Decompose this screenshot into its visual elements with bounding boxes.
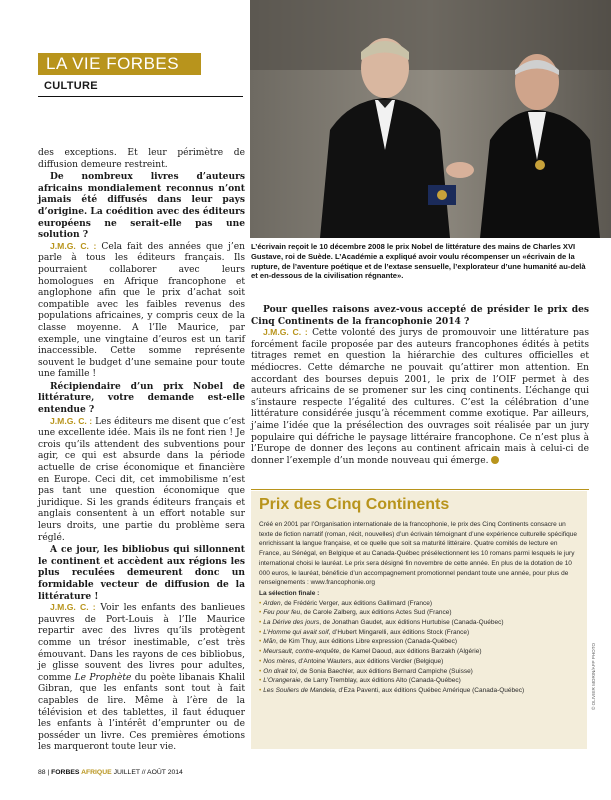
bullet-mark: •	[259, 686, 262, 694]
section-banner	[38, 53, 201, 75]
answer-3-text-part2: du poète libanais Khalil Gibran, que les enfants sont tout à fait capables de lire. Même à l’ère de la télévision et des tablettes, il faut éduquer les enfants à l’intérêt d’emprunter ou de posséder un livre. Ces premières émotions les marqueront toute leur vie.	[38, 672, 245, 753]
question-2: Récipiendaire d’un prix Nobel de littérature, votre demande est-elle entendue ?	[38, 380, 245, 416]
selection-details: , d’Eza Paventi, aux éditions Québec Amérique (Canada-Québec)	[334, 686, 525, 694]
selection-title: L’Homme qui avait soif	[263, 628, 329, 636]
selection-title: Meursault, contre-enquête	[263, 648, 340, 656]
selection-title: Nos mères	[263, 657, 295, 665]
selection-details: , de Sonia Baechler, aux éditions Bernard Campiche (Suisse)	[296, 667, 473, 675]
selection-details: , de Larry Tremblay, aux éditions Alto (Canada-Québec)	[300, 677, 461, 685]
selection-item	[259, 657, 581, 667]
bullet-mark: •	[259, 609, 262, 617]
speaker-label: J.M.G. C. :	[263, 327, 308, 338]
subsection-title: CULTURE	[44, 80, 98, 92]
selection-list	[259, 599, 581, 696]
selection-title: Les Souliers de Mandela	[263, 686, 335, 694]
page-number: 88	[38, 769, 46, 776]
box-title: Prix des Cinq Continents	[259, 496, 450, 513]
bullet-mark: •	[259, 677, 262, 685]
selection-details: , d’Antoine Wauters, aux éditions Verdier (Belgique)	[294, 657, 444, 665]
brand-name: FORBES	[51, 769, 80, 776]
selection-item	[259, 628, 581, 638]
selection-details: , de Frédéric Verger, aux éditions Gallimard (France)	[280, 599, 433, 607]
selection-title: Mãn	[263, 638, 276, 646]
book-title: Le Prophète	[74, 672, 132, 683]
answer-4	[251, 327, 589, 467]
end-mark: F	[491, 456, 499, 464]
answer-1-text: Cela fait des années que j’en parle à tous les éditeurs français. Ils pourraient collaborer avec leurs homologues en Afrique francophone et anglophone afin que le prix d’achat soit compatible avec les faibles revenus des populations africaines, y compris ceux de la classe moyenne. A l’Ile Maurice, par exemple, une vingtaine d’euros est un tarif inaccessible. Cette somme représente souvent le budget d’une semaine pour toute une famille !	[38, 241, 245, 380]
ceremony-photo	[250, 0, 611, 238]
selection-details: , de Carole Zalberg, aux éditions Actes Sud (France)	[300, 609, 452, 617]
bullet-mark: •	[259, 628, 262, 636]
footer-brand	[51, 769, 112, 776]
answer-3	[38, 602, 245, 754]
selection-item	[259, 676, 581, 686]
photo-caption	[251, 242, 589, 281]
selection-item	[259, 637, 581, 647]
issue-date: JUILLET // AOÛT 2014	[113, 769, 183, 776]
left-column	[38, 148, 245, 754]
selection-details: , d’Hubert Mingarelli, aux éditions Stock (France)	[328, 628, 470, 636]
selection-details: , de Kim Thuy, aux éditions Libre expression (Canada-Québec)	[275, 638, 458, 646]
question-3: A ce jour, les bibliobus qui sillonnent le continent et accèdent aux régions les plus reculées demeurent donc un formidable vecteur de diffusion de la littérature !	[38, 544, 245, 602]
question-1: De nombreux livres d’auteurs africains mondialement reconnus n’ont jamais été diffusés dans leur pays d’origine. La coédition avec des éditeurs européens ne serait-elle pas une solution ?	[38, 171, 245, 241]
speaker-label: J.M.G. C. :	[50, 415, 93, 426]
answer-2-text: Les éditeurs me disent que c’est une excellente idée. Mais ils ne font rien ! Je crois qu’ils attendent des subventions pour agir, ce qui est absurde dans la période actuelle de crise économique et financière en Europe. Ceci dit, cet immobilisme n’est pas tant une question économique que juridique. Si les grands éditeurs français et anglais consentent à un effort notable sur leurs droits, une partie du problème sera réglé.	[38, 416, 245, 543]
selection-title: Feu pour feu	[263, 609, 301, 617]
footer-separator: |	[47, 769, 50, 776]
selection-item	[259, 686, 581, 696]
bullet-mark: •	[259, 648, 262, 656]
selection-item	[259, 667, 581, 677]
section-title: LA VIE FORBES	[46, 54, 180, 73]
box-rule	[251, 489, 589, 490]
page-footer	[38, 769, 183, 776]
selection-item	[259, 618, 581, 628]
bullet-mark: •	[259, 619, 262, 627]
caption-text: L’écrivain reçoit le 10 décembre 2008 le prix Nobel de littérature des mains de Charles XVI Gustave, roi de Suède. L’Académie a expliqué avoir voulu récompenser un «écrivain de la rupture, de l’aventure poétique et de l’extase sensuelle, l’explorateur d’une humanité au-delà et en-dessous de la civilisation régnante».	[251, 242, 586, 281]
selection-title: L’Orangeraie	[263, 677, 301, 685]
bullet-mark: •	[259, 638, 262, 646]
answer-1	[38, 241, 245, 381]
right-column	[251, 304, 589, 467]
bullet-mark: •	[259, 667, 262, 675]
bullet-mark: •	[259, 657, 262, 665]
speaker-label: J.M.G. C. :	[50, 602, 96, 613]
selection-title: On dirait toi	[263, 667, 297, 675]
answer-2	[38, 416, 245, 545]
selection-details: , de Jonathan Gaudet, aux éditions Hurtubise (Canada-Québec)	[319, 619, 504, 627]
intro-text: des exceptions. Et leur périmètre de diffusion demeure restreint.	[38, 148, 245, 170]
question-4: Pour quelles raisons avez-vous accepté de présider le prix des Cinq Continents de la francophonie 2014 ?	[251, 304, 589, 327]
selection-item	[259, 608, 581, 618]
ceremony-photo-illustration	[250, 0, 611, 238]
selection-details: , de Kamel Daoud, aux éditions Barzakh (Algérie)	[339, 648, 482, 656]
subsection-rule	[38, 96, 243, 97]
bullet-mark: •	[259, 599, 262, 607]
brand-suffix: AFRIQUE	[81, 769, 112, 776]
box-text	[259, 520, 581, 696]
selection-title: La Dérive des jours	[263, 619, 320, 627]
answer-4-text: Cette volonté des jurys de promouvoir une littérature pas forcément facile proposée par des auteurs francophones édités à petits titrages remet en question la hiérarchie des cultures officielles et médiocres. Cette démarche ne pouvait qu’attirer mon attention. En accordant des bourses depuis 2001, le prix de l’OIF permet à des auteurs africains de se promener sur les cinq continents. L’échange qui s’instaure respecte l’égalité des cultures. C’est la célébration d’une littérature considérée jusqu’à récemment comme exotique. Par ailleurs, j’aime l’idée que la présélection des ouvrages soit réalisée par un jury populaire qui défriche le paysage littéraire francophone. Ce n’est plus à l’Europe de donner des leçons au continent africain mais à celui-ci de donner l’exemple d’un monde nouveau qui émerge.	[251, 328, 589, 466]
box-description: Créé en 2001 par l’Organisation internationale de la francophonie, le prix des Cinq Continents consacre un texte de fiction narratif (roman, récit, nouvelles) d’un écrivain témoignant d’une expérience culturelle spécifique enrichissant la langue française, et ce quelle que soit sa maturité littéraire. Quatre comités de lecture en France, au Sénégal, en Belgique et au Canada-Québec présélectionnent les 10 romans parmi lesquels le jury international choisi le lauréat. Le prix sera désigné fin novembre de cette année. En plus de la dotation de 10 000 euros, le lauréat, bénéficie d’un accompagnement promotionnel pendant toute une année, pour plus de renseignements : www.francophonie.org	[259, 521, 577, 587]
selection-item	[259, 599, 581, 609]
speaker-label: J.M.G. C. :	[50, 240, 97, 251]
answer-3-text-part1: Voir les enfants des banlieues pauvres de Port-Louis à l’Ile Maurice repartir avec des livres qu’ils protègent comme un trésor inestimable, c’est très émouvant. Dans les rayons de ces bibliobus, je glisse souvent des livres pour adultes, comme	[38, 603, 245, 683]
selection-item	[259, 647, 581, 657]
selection-title: Arden	[263, 599, 281, 607]
selection-heading: La sélection finale :	[259, 589, 320, 597]
photo-credit: © OLIVIER MORIN/AFP PHOTO	[591, 642, 596, 710]
